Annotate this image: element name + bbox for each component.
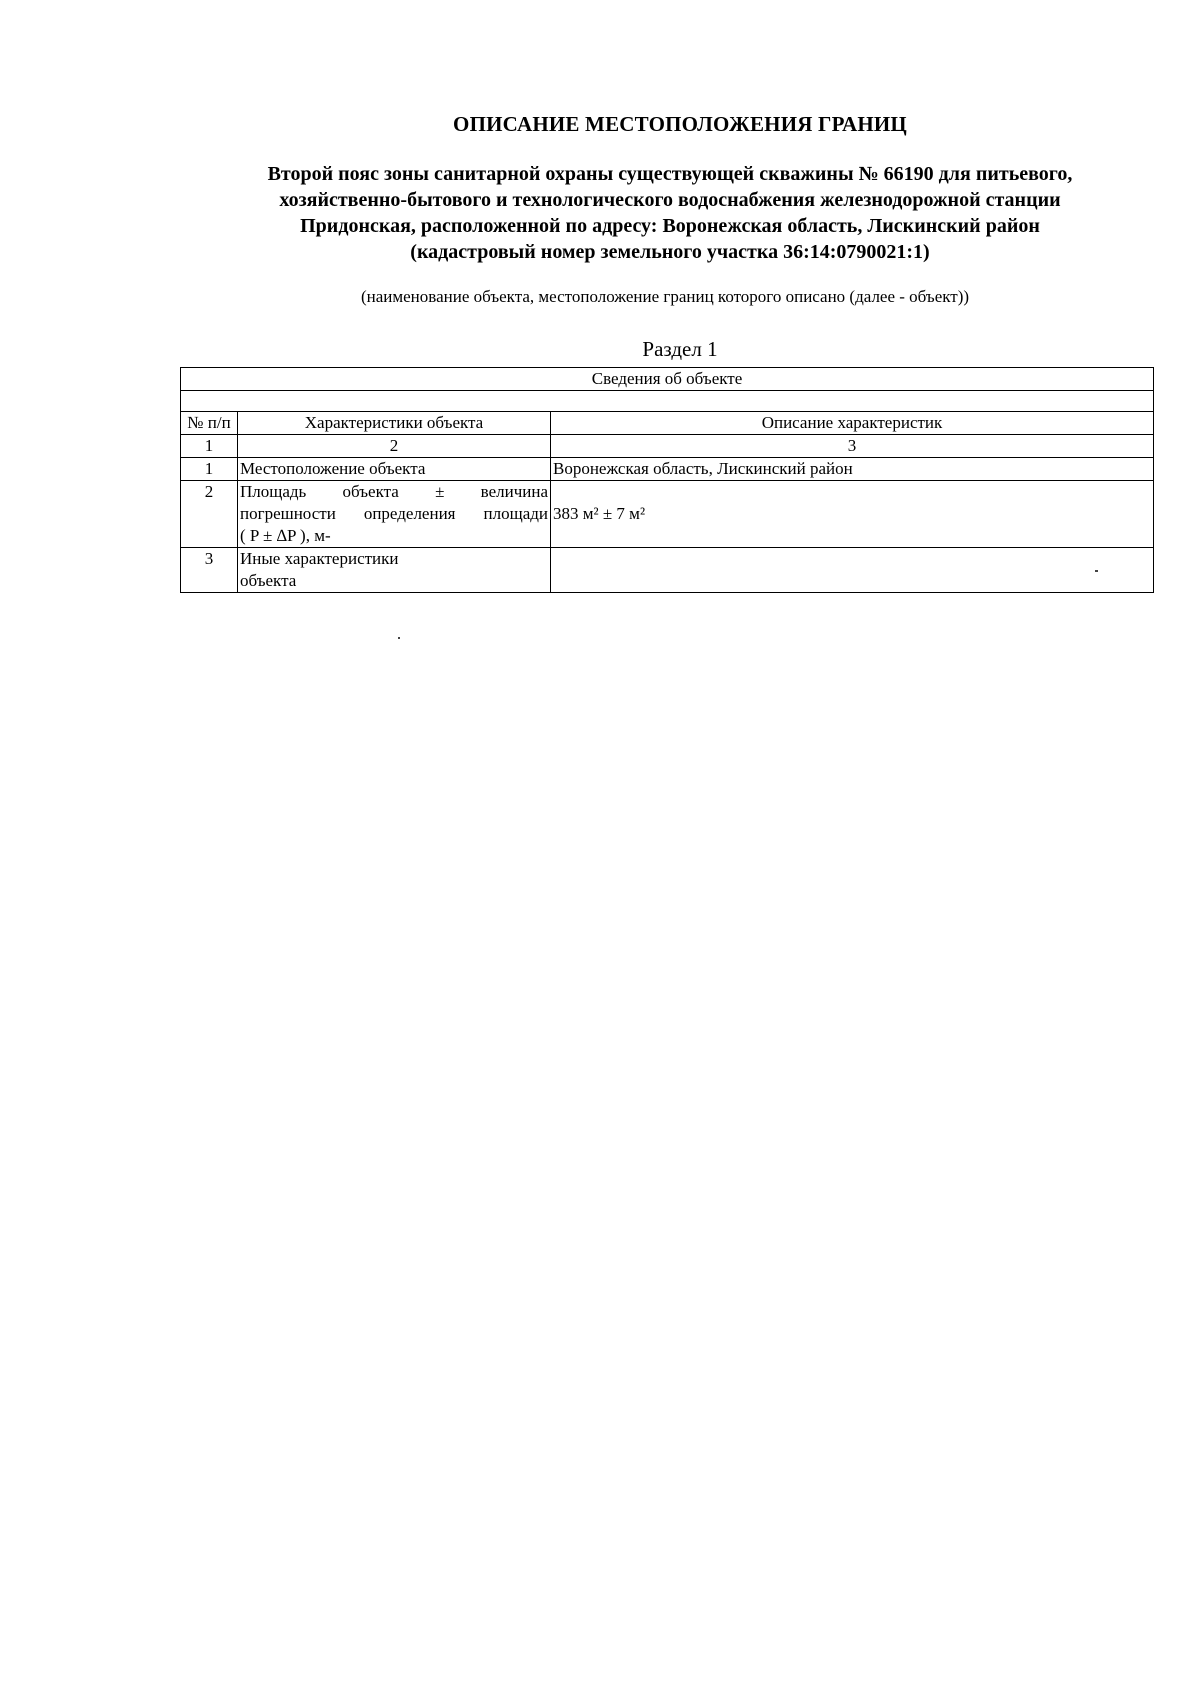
header-number: № п/п — [181, 412, 238, 435]
document-title: ОПИСАНИЕ МЕСТОПОЛОЖЕНИЯ ГРАНИЦ — [453, 112, 907, 136]
column-number: 2 — [238, 435, 551, 458]
object-info-table — [180, 367, 1154, 593]
table-row — [181, 458, 1154, 481]
table-spacer-cell — [181, 391, 1154, 412]
object-name-caption: (наименование объекта, местоположение границ которого описано (далее - объект)) — [360, 287, 970, 306]
characteristic-line: погрешности определения площади — [240, 504, 548, 523]
scan-speck — [1095, 570, 1098, 572]
characteristic-line: Иные характеристики — [240, 549, 399, 568]
row-characteristic — [238, 548, 551, 593]
table-header-row — [181, 412, 1154, 435]
row-number: 2 — [181, 481, 238, 548]
table-spacer-row — [181, 391, 1154, 412]
row-description — [551, 548, 1154, 593]
table-row — [181, 481, 1154, 548]
column-number: 1 — [181, 435, 238, 458]
table-caption-row — [181, 368, 1154, 391]
table-caption: Сведения об объекте — [181, 368, 1154, 391]
characteristic-line: Местоположение объекта — [240, 459, 426, 478]
object-name-line: Второй пояс зоны санитарной охраны существующей скважины № 66190 для питьевого, — [267, 163, 1073, 185]
row-number: 1 — [181, 458, 238, 481]
row-description: Воронежская область, Лискинский район — [551, 458, 1154, 481]
table-row — [181, 548, 1154, 593]
characteristic-line: ( P ± ∆P ), м- — [240, 526, 331, 545]
header-characteristic: Характеристики объекта — [238, 412, 551, 435]
characteristic-line: Площадь объекта ± величина — [240, 482, 548, 501]
row-characteristic — [238, 458, 551, 481]
scan-speck — [398, 637, 400, 639]
column-number-row — [181, 435, 1154, 458]
object-name-line: хозяйственно-бытового и технологического водоснабжения железнодорожной станции — [279, 189, 1061, 211]
row-number: 3 — [181, 548, 238, 593]
object-name-line: (кадастровый номер земельного участка 36:14:0790021:1) — [410, 241, 930, 263]
header-description: Описание характеристик — [551, 412, 1154, 435]
object-name-line: Придонская, расположенной по адресу: Воронежская область, Лискинский район — [300, 215, 1040, 237]
column-number: 3 — [551, 435, 1154, 458]
characteristic-line: объекта — [240, 571, 297, 590]
section-label: Раздел 1 — [642, 337, 718, 361]
object-name — [205, 161, 1135, 265]
row-description: 383 м² ± 7 м² — [551, 481, 1154, 548]
row-characteristic — [238, 481, 551, 548]
